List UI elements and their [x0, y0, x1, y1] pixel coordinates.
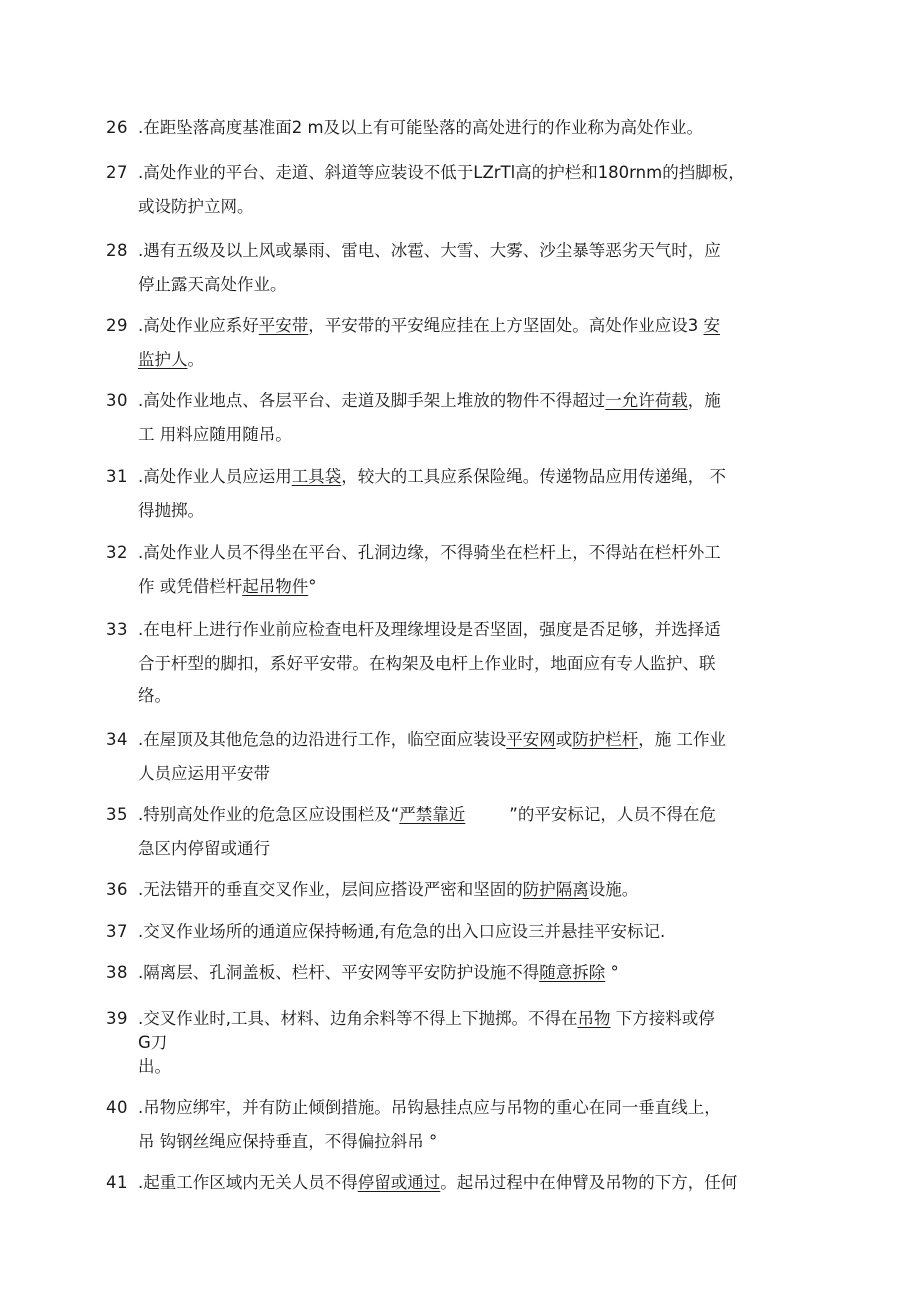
item-number: 33	[106, 620, 128, 639]
item-text: 出。	[138, 1057, 171, 1076]
text-run: .高处作业地点、各层平台、走道及脚手架上堆放的物件不得超过	[138, 391, 606, 410]
item-text	[138, 956, 619, 990]
text-run: ，施 工作业	[638, 730, 726, 749]
text-run: ，平安带的平安绳应挂在上方坚固处。高处作业应设3	[308, 316, 704, 335]
text-run: ，施	[687, 391, 721, 410]
item-text: G刀	[138, 1033, 168, 1052]
text-run: ，较大的工具应系保险绳。传递物品应用传递绳， 不	[341, 467, 726, 486]
underlined-term: 平安带	[258, 316, 309, 335]
underlined-term: 随意拆除	[539, 963, 606, 982]
underlined-term: 一允许荷载	[605, 391, 688, 410]
underlined-term: 严禁靠近	[399, 805, 466, 824]
item-number: 30	[106, 391, 128, 410]
text-run: 。起吊过程中在伸臂及吊物的下方，任何	[440, 1173, 738, 1192]
text-run: 设施。	[588, 880, 639, 899]
item-text	[138, 798, 716, 832]
item-text	[138, 460, 726, 494]
item-text: 得抛掷。	[138, 501, 204, 520]
item-number: 34	[106, 730, 128, 749]
item-text: 工 用料应随用随吊。	[138, 425, 292, 444]
item-text: .在电杆上进行作业前应检查电杆及理缘埋设是否坚固，强度是否足够，并选择适	[138, 620, 721, 639]
item-number: 39	[106, 1009, 128, 1028]
item-text: 停止露天高处作业。	[138, 275, 287, 294]
text-run: 或	[555, 730, 573, 749]
item-text: 或设防护立网。	[138, 197, 254, 216]
item-text: .在距坠落高度基准面2 m及以上有可能坠落的高处进行的作业称为高处作业。	[138, 118, 704, 137]
item-text: .遇有五级及以上风或暴雨、雷电、冰雹、大雪、大雾、沙尘暴等恶劣天气时，应	[138, 241, 721, 260]
item-number: 36	[106, 880, 128, 899]
item-number: 31	[106, 467, 128, 486]
underlined-term: 安	[703, 316, 720, 335]
text-run: .无法错开的垂直交叉作业，层间应搭设严密和坚固的	[138, 880, 523, 899]
item-number: 38	[106, 963, 128, 982]
item-text: .高处作业人员不得坐在平台、孔洞边缘，不得骑坐在栏杆上，不得站在栏杆外工	[138, 543, 721, 562]
item-text: .吊物应绑牢，并有防止倾倒措施。吊钩悬挂点应与吊物的重心在同一垂直线上，	[138, 1098, 721, 1117]
item-text	[138, 723, 726, 757]
item-text	[138, 570, 317, 604]
underlined-term: 停留或通过	[357, 1173, 441, 1192]
item-text: 吊 钩钢丝绳应保持垂直，不得偏拉斜吊 °	[138, 1132, 438, 1151]
text-run: °	[308, 577, 317, 596]
item-number: 29	[106, 316, 128, 335]
item-text: 急区内停留或通行	[138, 839, 270, 858]
item-text	[138, 309, 720, 343]
text-run: °	[605, 963, 619, 982]
text-run: 作 或凭借栏杆	[138, 577, 243, 596]
item-number: 27	[106, 163, 128, 182]
item-text: 人员应运用平安带	[138, 764, 270, 783]
item-number: 32	[106, 543, 128, 562]
underlined-term: 平安网	[506, 730, 556, 749]
item-text	[138, 343, 204, 377]
item-number: 37	[106, 922, 128, 941]
underlined-term: 工具袋	[291, 467, 342, 486]
item-text	[138, 1002, 715, 1036]
text-run: .高处作业人员应运用	[138, 467, 292, 486]
text-run: .起重工作区域内无关人员不得	[138, 1173, 358, 1192]
item-number: 41	[106, 1173, 128, 1192]
underlined-term: 起吊物件	[242, 577, 309, 596]
item-number: 28	[106, 241, 128, 260]
item-text	[138, 873, 638, 907]
item-text: 合于杆型的脚扣，系好平安带。在构架及电杆上作业时，地面应有专人监护、联	[138, 654, 716, 673]
underlined-term: 吊物	[577, 1009, 611, 1028]
item-text: 络。	[138, 686, 171, 705]
text-run: .高处作业应系好	[138, 316, 259, 335]
text-run: 。	[187, 350, 204, 369]
text-run: ”的平安标记，人员不得在危	[509, 805, 716, 824]
text-run: 下方接料或停	[610, 1009, 715, 1028]
underlined-term: 防护栏杆	[572, 730, 639, 749]
item-text: .交叉作业场所的通道应保持畅通,有危急的出入口应设三并悬挂平安标记.	[138, 922, 666, 941]
item-text: .高处作业的平台、走道、斜道等应装设不低于LZrTl高的护栏和180rnm的挡脚板，	[138, 163, 745, 182]
underlined-term: 监护人	[138, 350, 188, 369]
text-run: .隔离层、孔洞盖板、栏杆、平安网等平安防护设施不得	[138, 963, 540, 982]
text-run: .在屋顶及其他危急的边沿进行工作，临空面应装设	[138, 730, 507, 749]
text-run: .特别高处作业的危急区应设围栏及“	[138, 805, 400, 824]
item-text	[138, 1166, 737, 1200]
item-number: 40	[106, 1098, 128, 1117]
item-number: 35	[106, 805, 128, 824]
item-number: 26	[106, 118, 128, 137]
underlined-term: 防护隔离	[522, 880, 589, 899]
text-run: .交叉作业时,工具、材料、边角余料等不得上下抛掷。不得在	[138, 1009, 578, 1028]
item-text	[138, 384, 721, 418]
